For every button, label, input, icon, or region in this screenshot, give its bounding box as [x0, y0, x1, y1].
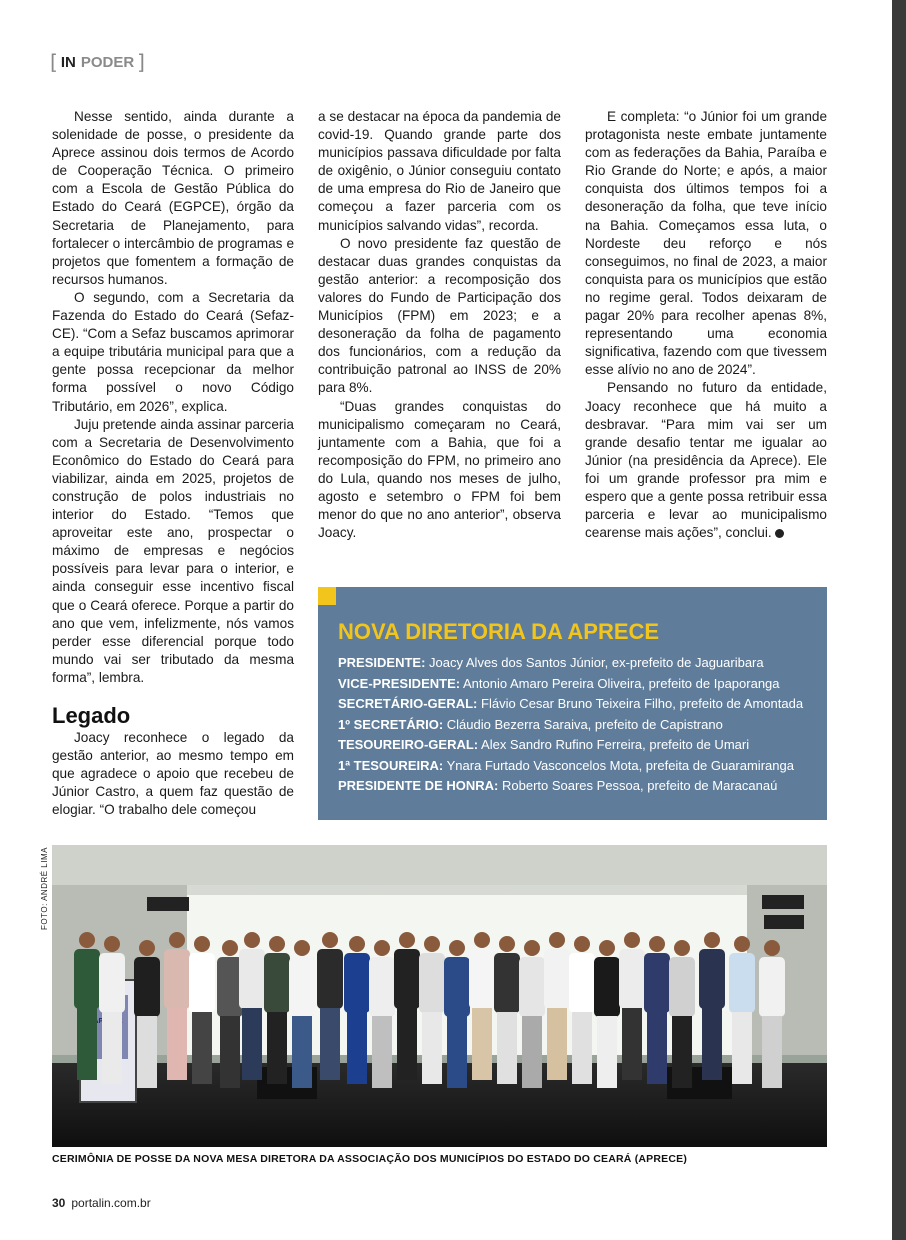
person-torso — [289, 957, 315, 1017]
person-legs — [102, 1012, 122, 1084]
person-torso — [644, 953, 670, 1013]
board-member — [338, 756, 823, 777]
person-head — [499, 936, 515, 952]
member-role: PRESIDENTE: — [338, 655, 426, 670]
person-head — [169, 932, 185, 948]
person-torso — [699, 949, 725, 1009]
person-head — [374, 940, 390, 956]
person-torso — [317, 949, 343, 1009]
person-legs — [547, 1008, 567, 1080]
paragraph: Joacy reconhece o legado da gestão anterior, ao mesmo tempo em que agradece o apoio que recebeu de Júnior Castro, a quem faz questão de elogiar. “O trabalho dele começou — [52, 730, 294, 818]
group-photo-illustration — [52, 845, 827, 1147]
person-torso — [519, 957, 545, 1017]
person-legs — [597, 1016, 617, 1088]
person-legs — [422, 1012, 442, 1084]
person-torso — [189, 953, 215, 1013]
person-head — [139, 940, 155, 956]
section-tag-light: PODER — [80, 53, 135, 71]
member-name: Alex Sandro Rufino Ferreira, prefeito de Umari — [481, 737, 750, 752]
person-torso — [619, 949, 645, 1009]
paragraph: E completa: “o Júnior foi um grande protagonista neste embate juntamente com as federações da Bahia, Paraíba e Rio Grande do Norte; e após, a maior conquista dos últimos tempos foi a desoneração da folha, que teve início na Bahia. Começamos essa luta, o Nordeste deu reforço e nós conseguimos, no final de 2023, a maior conquista para os municípios que estão no regime geral. Todos deixaram de pagar 20% para recolher apenas 8%, representando uma economia significativa, fazendo com que tivessem esse alívio no ano de 2024”. — [585, 109, 827, 378]
person-head — [524, 940, 540, 956]
member-name: Roberto Soares Pessoa, prefeito de Maracanaú — [501, 778, 778, 793]
member-name: Flávio Cesar Bruno Teixeira Filho, prefeito de Amontada — [481, 696, 804, 711]
person-head — [674, 940, 690, 956]
member-name: Joacy Alves dos Santos Júnior, ex-prefeito de Jaguaribara — [429, 655, 764, 670]
board-member — [338, 694, 823, 715]
person-torso — [74, 949, 100, 1009]
member-name: Antonio Amaro Pereira Oliveira, prefeito de Ipaporanga — [462, 675, 780, 691]
end-of-article-icon — [775, 529, 784, 538]
subheading-legado: Legado — [52, 703, 131, 728]
person-head — [104, 936, 120, 952]
person-head — [649, 936, 665, 952]
person-torso — [239, 949, 265, 1009]
person-head — [574, 936, 590, 952]
person-head — [549, 932, 565, 948]
member-name: Ynara Furtado Vasconcelos Mota, prefeita de Guaramiranga — [446, 757, 794, 773]
person-legs — [702, 1008, 722, 1080]
person-legs — [672, 1016, 692, 1088]
paragraph: a se destacar na época da pandemia de covid-19. Quando grande parte dos municípios passava dificuldade por falta de oxigênio, o Júnior conseguiu contato de uma empresa do Rio de Janeiro que começou a fazer parceria com os municípios salvando vidas”, recorda. — [318, 109, 561, 233]
person-legs — [192, 1012, 212, 1084]
person-torso — [469, 949, 495, 1009]
member-name: Cláudio Bezerra Saraiva, prefeito de Capistrano — [446, 716, 723, 732]
person-head — [704, 932, 720, 948]
person-torso — [394, 949, 420, 1009]
person-torso — [594, 957, 620, 1017]
paragraph: Juju pretende ainda assinar parceria com a Secretaria de Desenvolvimento Econômico do Estado do Ceará para viabilizar, ainda em 2025, projetos de construção de polos industriais no interior do Estado. “Temos que aproveitar este ano, prospectar o máximo de empresas e negócios possíveis para levar para o interior, e ainda conseguir esse incentivo fiscal que o Ceará oferece. Porque a partir do ano que vem, infelizmente, nós vamos perder esse diferencial porque todo mundo vai ser tributado da mesma forma”, lembra. — [52, 416, 294, 685]
paragraph: Nesse sentido, ainda durante a solenidade de posse, o presidente da Aprece assinou dois termos de Acordo de Cooperação Técnica. O primeiro com a Escola de Gestão Pública do Estado do Ceará (EGPCE), órgão da Secretaria de Planejamento, para fortalecer o intercâmbio de programas e projetos que fomentem a formação de recursos humanos. — [52, 109, 294, 287]
person-legs — [572, 1012, 592, 1084]
box-title: NOVA DIRETORIA DA APRECE — [338, 619, 660, 644]
photo-caption: CERIMÔNIA DE POSSE DA NOVA MESA DIRETORA DA ASSOCIAÇÃO DOS MUNICÍPIOS DO ESTADO DO CEARÁ (APRECE) — [52, 1153, 688, 1165]
section-tag-strong: IN — [60, 53, 76, 71]
member-role: VICE-PRESIDENTE: — [338, 675, 461, 691]
person-head — [449, 940, 465, 956]
paragraph: O segundo, com a Secretaria da Fazenda do Estado do Ceará (Sefaz-CE). “Com a Sefaz buscamos aprimorar a equipe tributária municipal para que a gente possa recepcionar da melhor forma possível o novo Código Tributário, em 2026”, explica. — [52, 289, 294, 414]
paragraph: O novo presidente faz questão de destacar duas grandes conquistas da gestão anterior: a recomposição dos valores do Fundo de Participação dos Municípios (FPM) em 2023; e a desoneração da folha de pagamento dos funcionários, com a redução da contribuição patronal ao INSS de 20% para 8%. — [318, 235, 561, 396]
member-role: 1º SECRETÁRIO: — [338, 716, 444, 732]
board-member — [338, 776, 823, 797]
person-head — [764, 940, 780, 956]
group-photo — [52, 845, 827, 1147]
article-column-3 — [585, 108, 827, 542]
board-box — [318, 587, 827, 820]
person-torso — [444, 957, 470, 1017]
person-legs — [622, 1008, 642, 1080]
person-torso — [99, 953, 125, 1013]
person-head — [79, 932, 95, 948]
member-role: 1ª TESOUREIRA: — [338, 757, 444, 773]
person-torso — [544, 949, 570, 1009]
member-role: TESOUREIRO-GERAL: — [338, 737, 479, 752]
section-tag — [50, 50, 145, 74]
page-number: 30 — [52, 1196, 66, 1210]
paragraph: “Duas grandes conquistas do municipalismo começaram no Ceará, juntamente com a Bahia, que foi a recomposição do FPM, no primeiro ano do Lula, quando nos meses de julho, agosto e setembro o FPM foi bem menor do que no ano anterior”, observa Joacy. — [318, 398, 561, 541]
page-edge-strip — [892, 0, 906, 1240]
person-legs — [472, 1008, 492, 1080]
person-head — [599, 940, 615, 956]
person-head — [294, 940, 310, 956]
person-head — [474, 932, 490, 948]
person-legs — [167, 1008, 187, 1080]
person-head — [424, 936, 440, 952]
person-legs — [762, 1016, 782, 1088]
person-legs — [497, 1012, 517, 1084]
person-head — [734, 936, 750, 952]
box-accent-square — [318, 587, 336, 605]
board-member — [338, 653, 823, 674]
person-head — [349, 936, 365, 952]
person-head — [624, 932, 640, 948]
person-legs — [242, 1008, 262, 1080]
person-torso — [264, 953, 290, 1013]
person-head — [399, 932, 415, 948]
person-legs — [267, 1012, 287, 1084]
person-head — [322, 932, 338, 948]
person-legs — [372, 1016, 392, 1088]
page-footer — [52, 1196, 151, 1210]
member-role: PRESIDENTE DE HONRA: — [338, 778, 499, 793]
person-legs — [77, 1008, 97, 1080]
person-torso — [164, 949, 190, 1009]
bracket-left-icon: [ — [50, 50, 58, 74]
person-torso — [494, 953, 520, 1013]
person-legs — [447, 1016, 467, 1088]
person-head — [194, 936, 210, 952]
person-legs — [347, 1012, 367, 1084]
photo-credit-text: FOTO: ANDRÉ LIMA — [40, 847, 49, 930]
board-member — [338, 674, 823, 695]
person-torso — [569, 953, 595, 1013]
paragraph-final — [585, 379, 827, 542]
person-legs — [397, 1008, 417, 1080]
board-member-list — [338, 653, 823, 797]
person-legs — [220, 1016, 240, 1088]
person-torso — [419, 953, 445, 1013]
person-legs — [292, 1016, 312, 1088]
member-role: SECRETÁRIO-GERAL: — [338, 696, 478, 711]
paragraph-text: Pensando no futuro da entidade, Joacy reconhece que há muito a desbravar. “Para mim vai ser um grande desafio tentar me igualar ao Júnior (na presidência da Aprece). Ele foi um grande professor pra mim e espero que a gente possa retribuir essa parceria e levar ao municipalismo cearense mais ações”, conclui. — [585, 380, 827, 541]
person-legs — [732, 1012, 752, 1084]
person-legs — [137, 1016, 157, 1088]
person-legs — [320, 1008, 340, 1080]
person-head — [222, 940, 238, 956]
person-legs — [522, 1016, 542, 1088]
person-torso — [729, 953, 755, 1013]
person-head — [269, 936, 285, 952]
person-head — [244, 932, 260, 948]
person-torso — [669, 957, 695, 1017]
article-column-1 — [52, 108, 294, 819]
person-torso — [344, 953, 370, 1013]
person-torso — [134, 957, 160, 1017]
bracket-right-icon: ] — [137, 50, 145, 74]
site-url: portalin.com.br — [71, 1196, 151, 1210]
person-torso — [369, 957, 395, 1017]
person-legs — [647, 1012, 667, 1084]
board-member — [338, 735, 823, 756]
article-column-2 — [318, 108, 561, 542]
person-torso — [759, 957, 785, 1017]
board-member — [338, 715, 823, 736]
